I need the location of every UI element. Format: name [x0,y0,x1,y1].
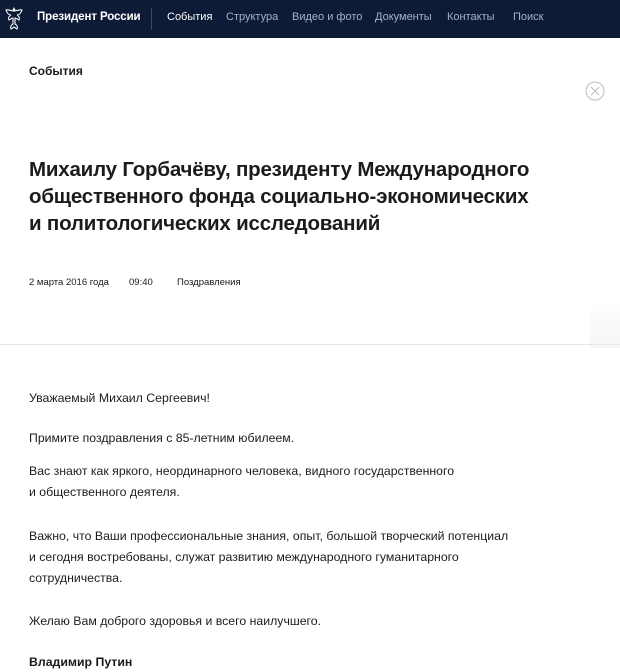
article-title [29,156,549,237]
nav-item-video-photo[interactable]: Видео и фото [292,11,363,23]
paragraph [29,428,569,449]
signature: Владимир Путин [29,655,133,669]
publish-time: 09:40 [129,277,153,288]
paragraph-line: и общественного деятеля. [29,485,180,499]
paragraph-line: сотрудничества. [29,571,123,585]
nav-item-events[interactable]: События [167,11,213,23]
section-label[interactable]: События [29,64,83,78]
russian-eagle-emblem-icon[interactable] [5,5,23,31]
paragraph-line: и сегодня востребованы, служат развитию международного гуманитарного [29,550,459,564]
paragraph [29,611,569,632]
top-navigation-bar [0,0,620,38]
paragraph-line: Примите поздравления с 85-летним юбилеем. [29,431,295,445]
site-title[interactable]: Президент России [37,11,141,23]
title-line: общественного фонда социально-экономических [29,185,529,208]
title-line: Михаилу Горбачёву, президенту Международного [29,158,530,181]
paragraph-line: Важно, что Ваши профессиональные знания, опыт, большой творческий потенциал [29,529,509,543]
paragraph [29,526,569,589]
nav-item-documents[interactable]: Документы [375,11,432,23]
scroll-shade [590,300,620,348]
nav-item-structure[interactable]: Структура [226,11,279,23]
publish-date: 2 марта 2016 года [29,277,109,288]
greeting: Уважаемый Михаил Сергеевич! [29,391,210,405]
content-divider [0,344,620,345]
close-circle-icon[interactable] [585,81,605,101]
title-line: и политологических исследований [29,212,381,235]
paragraph-line: Вас знают как яркого, неординарного человека, видного государственного [29,464,455,478]
nav-item-search[interactable]: Поиск [513,11,544,23]
nav-item-contacts[interactable]: Контакты [447,11,495,23]
category-link[interactable]: Поздравления [177,277,241,288]
paragraph-line: Желаю Вам доброго здоровья и всего наилучшего. [29,614,322,628]
paragraph [29,461,569,503]
header-divider [151,8,152,30]
